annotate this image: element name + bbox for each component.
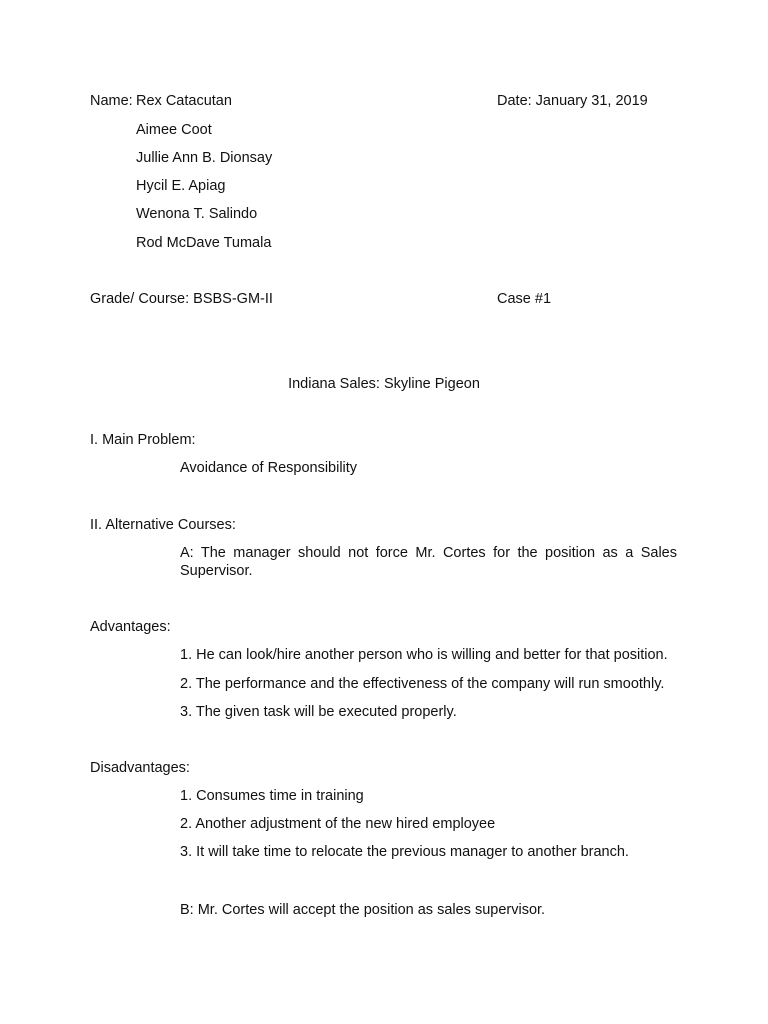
- member-name: Hycil E. Apiag: [136, 178, 226, 194]
- advantage-item: 1. He can look/hire another person who is willing and better for that position.: [180, 647, 668, 663]
- disadvantages-heading: Disadvantages:: [90, 760, 190, 776]
- member-name: Rod McDave Tumala: [136, 235, 272, 251]
- document-title: Indiana Sales: Skyline Pigeon: [288, 376, 480, 392]
- member-name: Jullie Ann B. Dionsay: [136, 150, 273, 166]
- alternative-courses-heading: II. Alternative Courses:: [90, 517, 236, 533]
- name-label: Name:: [90, 93, 133, 109]
- option-b-text: B: Mr. Cortes will accept the position as sales supervisor.: [180, 902, 546, 918]
- case-number: Case #1: [497, 291, 552, 307]
- member-name: Wenona T. Salindo: [136, 206, 258, 222]
- option-a-text: A: The manager should not force Mr. Cortes for the position as a Sales Supervisor.: [180, 545, 677, 579]
- main-problem-heading: I. Main Problem:: [90, 432, 196, 448]
- member-name: Aimee Coot: [136, 122, 212, 138]
- advantage-item: 3. The given task will be executed properly.: [180, 704, 457, 720]
- disadvantage-item: 3. It will take time to relocate the previous manager to another branch.: [180, 844, 629, 860]
- date-line: Date: January 31, 2019: [497, 93, 648, 109]
- member-name: Rex Catacutan: [136, 93, 232, 109]
- grade-course-line: Grade/ Course: BSBS-GM-II: [90, 291, 273, 307]
- disadvantage-item: 2. Another adjustment of the new hired employee: [180, 816, 496, 832]
- advantage-item: 2. The performance and the effectiveness of the company will run smoothly.: [180, 676, 665, 692]
- main-problem-text: Avoidance of Responsibility: [180, 460, 358, 476]
- advantages-heading: Advantages:: [90, 619, 171, 635]
- disadvantage-item: 1. Consumes time in training: [180, 788, 364, 804]
